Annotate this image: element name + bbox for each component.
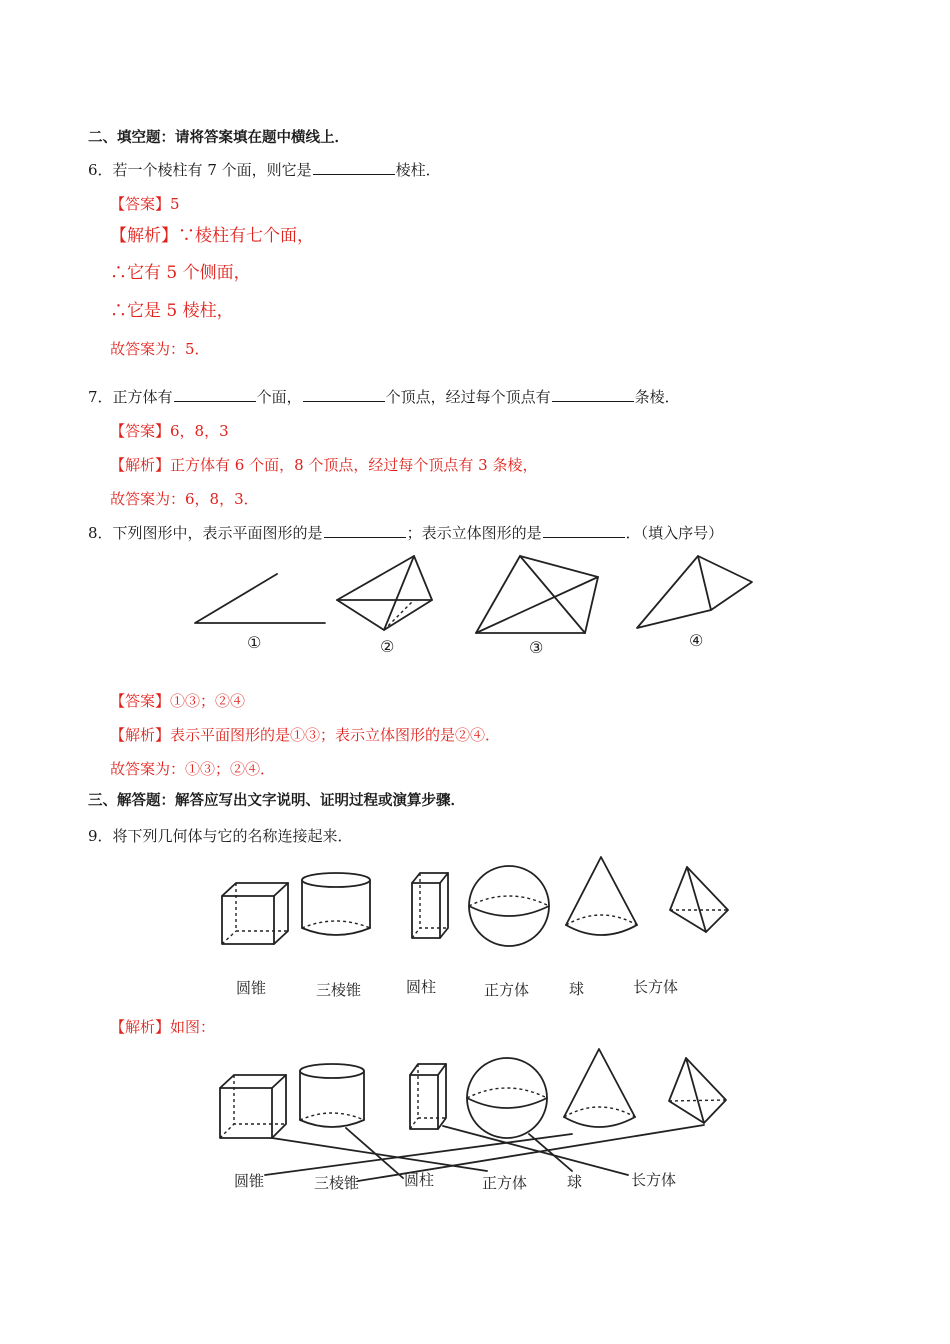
answer-triangular-pyramid-solid — [669, 1058, 726, 1123]
question-text-end: 条棱． — [634, 388, 680, 406]
question-number: 9． — [88, 827, 113, 845]
answer-cube-solid — [220, 1075, 286, 1138]
question-text: 正方体有 — [112, 388, 173, 406]
analysis-tag: 【解析】 — [110, 226, 178, 246]
answer-name-label-cylinder: 圆柱 — [404, 1171, 435, 1189]
figure-label-2: ② — [380, 637, 395, 656]
figure-label-1: ① — [247, 633, 262, 652]
name-label-cone: 圆锥 — [236, 979, 267, 997]
answer-cone-solid — [564, 1049, 635, 1127]
section-2-heading: 二、填空题：请将答案填在题中横线上． — [88, 130, 349, 146]
name-label-cuboid: 长方体 — [633, 978, 679, 996]
q8-answer: 【答案】①③；②④ — [110, 692, 246, 710]
answer-name-label-cuboid: 长方体 — [631, 1171, 677, 1189]
answer-sphere-solid — [467, 1058, 547, 1138]
q6-analysis-line-2: ∴它有 5 个侧面， — [110, 263, 251, 283]
q8-analysis: 【解析】表示平面图形的是①③；表示立体图形的是②④． — [110, 726, 501, 744]
name-label-cylinder: 圆柱 — [406, 978, 437, 996]
question-text-end: ．（填入序号） — [625, 524, 724, 542]
answer-name-label-sphere: 球 — [567, 1173, 583, 1191]
answer-cuboid-solid — [410, 1064, 446, 1129]
name-label-cube: 正方体 — [484, 981, 530, 999]
question-text: 若一个棱柱有 7 个面，则它是 — [112, 161, 312, 179]
q6-answer: 【答案】5 — [110, 195, 180, 213]
answer-cylinder-solid — [300, 1064, 364, 1127]
answer-name-label-cone: 圆锥 — [234, 1172, 265, 1190]
figure-label-3: ③ — [529, 638, 544, 657]
q9-analysis: 【解析】如图： — [110, 1018, 216, 1036]
name-label-triangular-pyramid: 三棱锥 — [316, 981, 362, 999]
q7-answer: 【答案】6，8，3 — [110, 422, 229, 440]
figure-label-4: ④ — [689, 631, 704, 650]
question-number: 6． — [88, 161, 113, 179]
name-label-sphere: 球 — [569, 980, 585, 998]
question-number: 8． — [88, 524, 113, 542]
q6-conclusion: 故答案为：5． — [110, 340, 210, 358]
question-text-end: 棱柱． — [395, 161, 441, 179]
question-text-mid: ；表示立体图形的是 — [406, 524, 542, 542]
section-3-heading: 三、解答题：解答应写出文字说明、证明过程或演算步骤． — [88, 793, 465, 809]
question-text: 将下列几何体与它的名称连接起来． — [112, 827, 353, 845]
q7-analysis: 【解析】正方体有 6 个面，8 个顶点，经过每个顶点有 3 条棱， — [110, 456, 538, 474]
question-number: 7． — [88, 388, 113, 406]
question-text-mid-1: 个面， — [256, 388, 302, 406]
analysis-text: ∵棱柱有七个面， — [178, 226, 314, 246]
question-text-mid-2: 个顶点，经过每个顶点有 — [385, 388, 551, 406]
q8-conclusion: 故答案为：①③；②④． — [110, 760, 276, 778]
answer-name-label-cube: 正方体 — [482, 1174, 528, 1192]
q7-conclusion: 故答案为：6，8，3． — [110, 490, 259, 508]
answer-name-label-triangular-pyramid: 三棱锥 — [314, 1174, 360, 1192]
q6-analysis-line-3: ∴它是 5 棱柱， — [110, 301, 234, 321]
question-text: 下列图形中，表示平面图形的是 — [112, 524, 323, 542]
connect-cube — [272, 1138, 487, 1171]
